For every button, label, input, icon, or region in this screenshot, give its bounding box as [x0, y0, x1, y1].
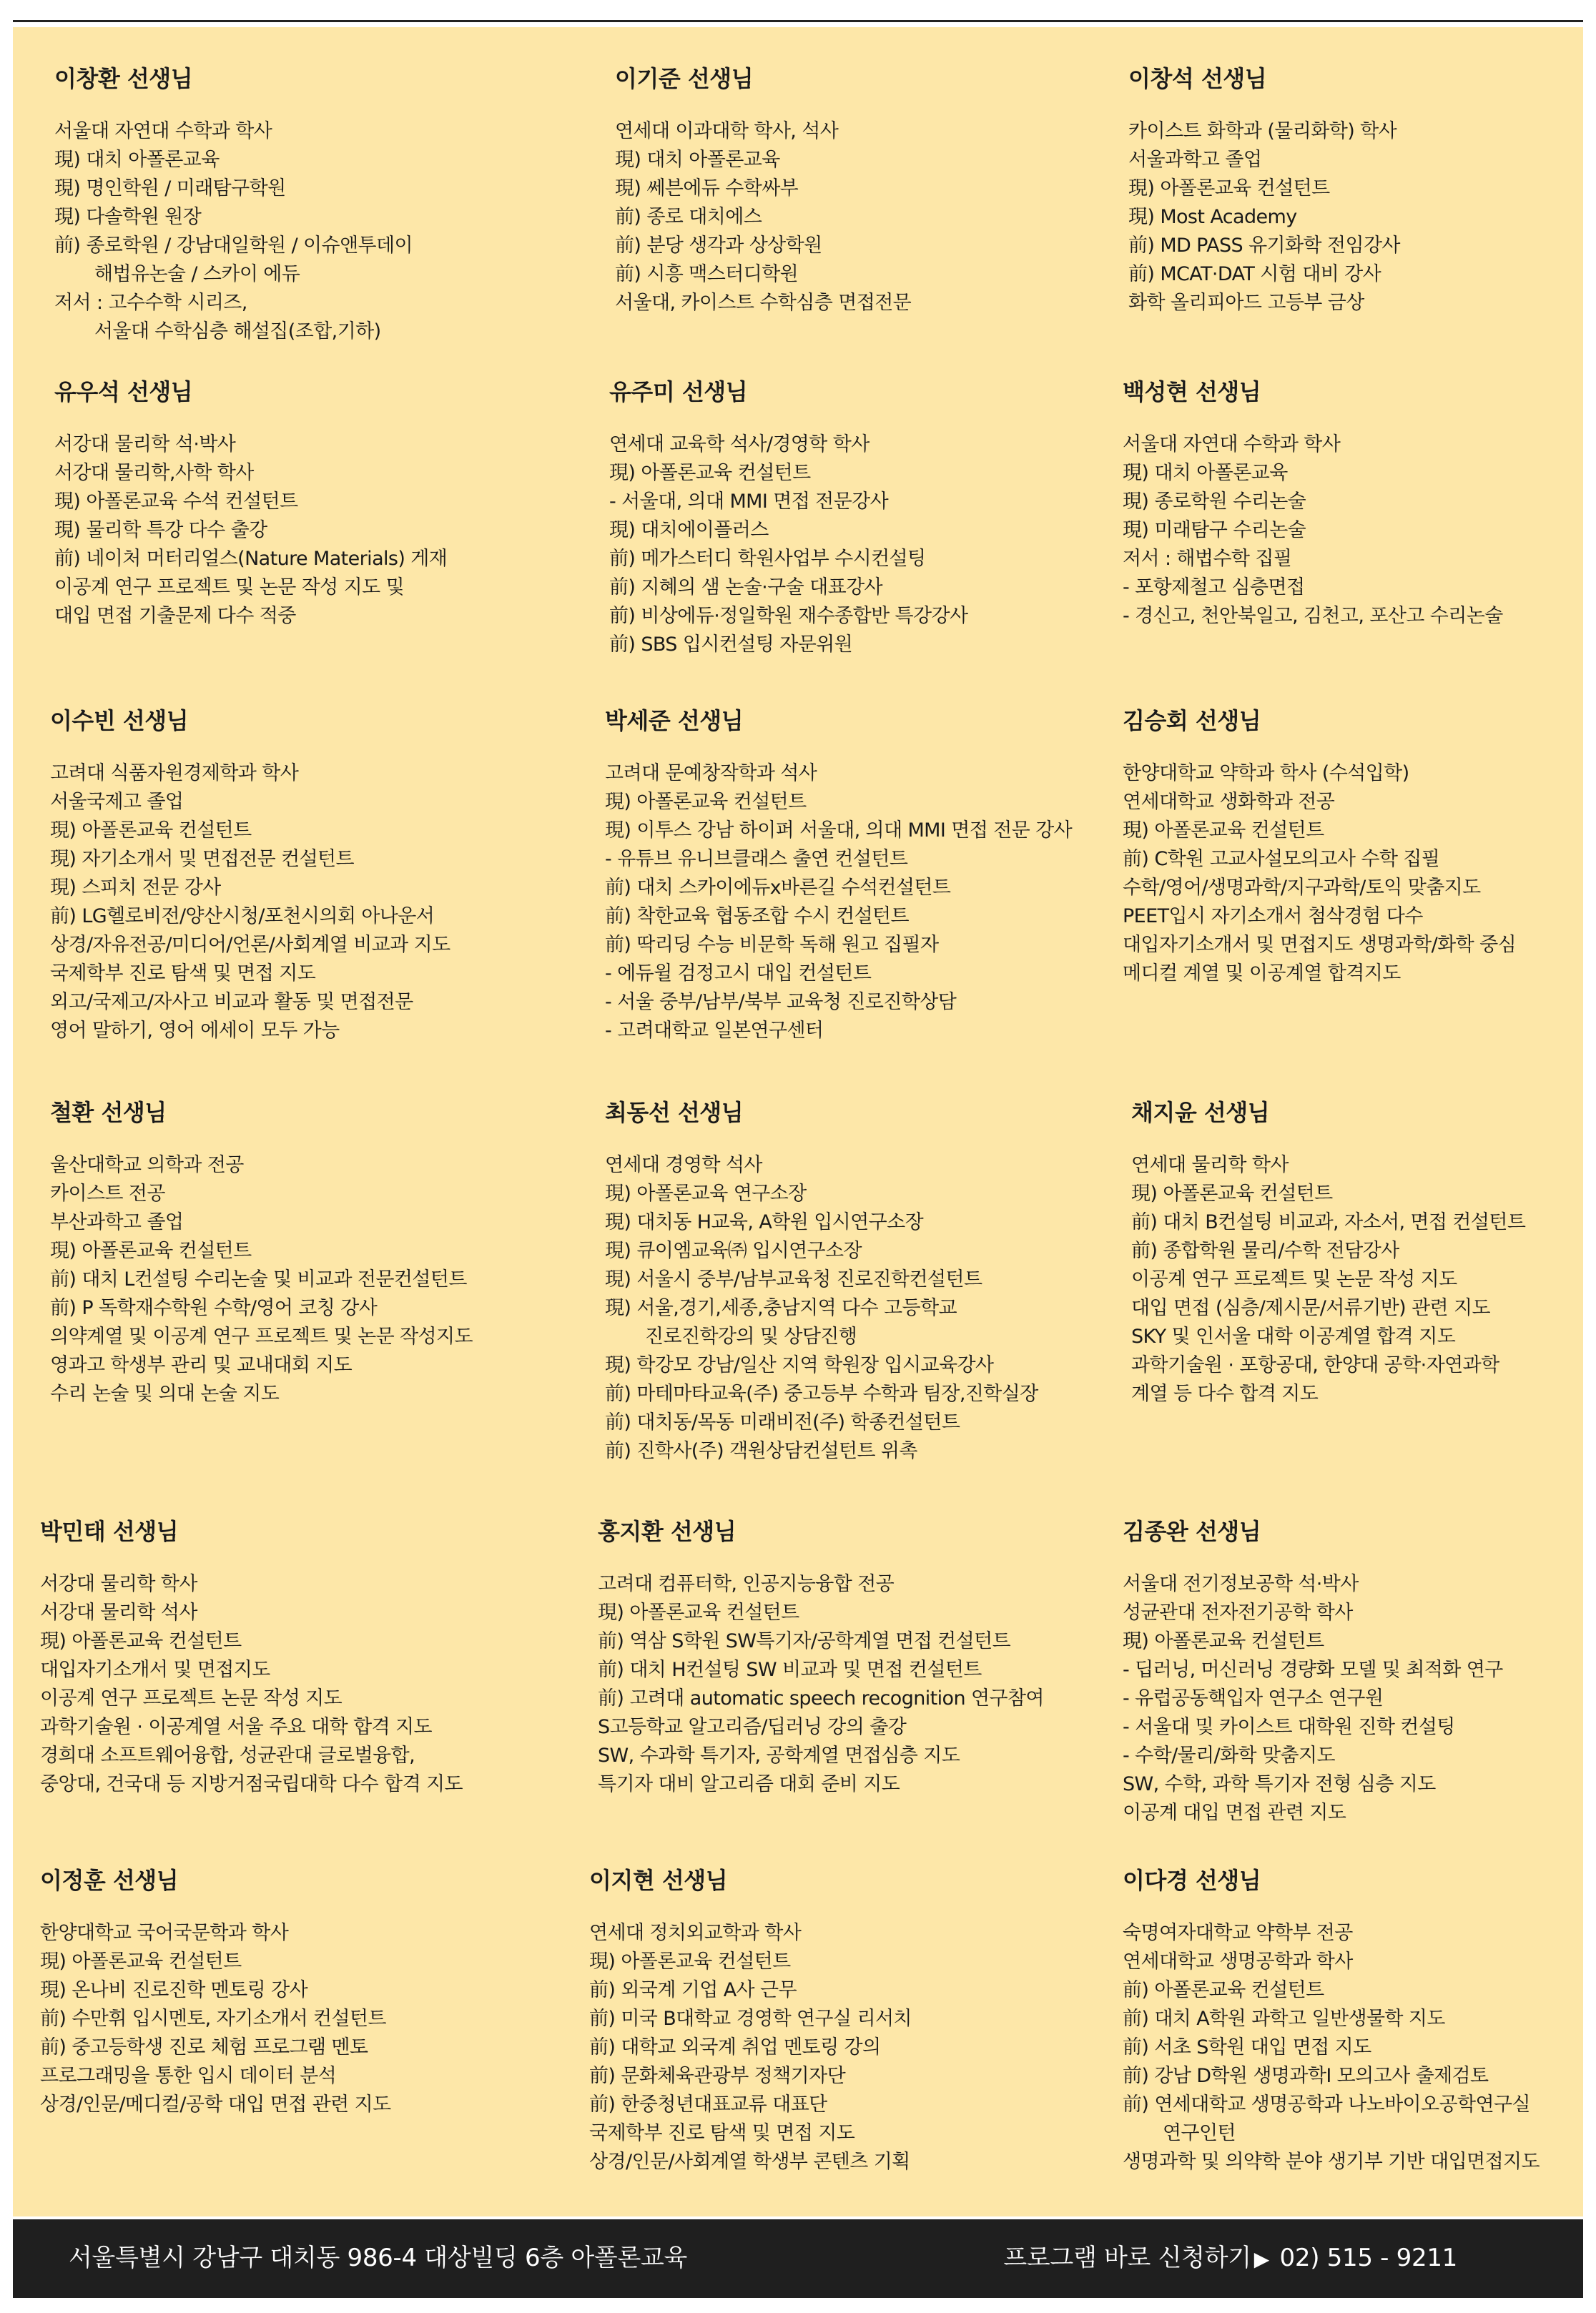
teacher-name: 이다경 선생님 — [1123, 1867, 1261, 1894]
teacher-credentials — [1123, 1570, 1596, 1828]
credential-line: 연구인턴 — [1163, 2122, 1236, 2144]
teacher-credentials — [1131, 1151, 1596, 1409]
credential-line: 現) 아폴론교육 수석 컨설턴트 — [54, 490, 298, 513]
credential-line: 前) 딱리딩 수능 비문학 독해 원고 집필자 — [605, 934, 939, 956]
credential-line: 화학 올리피아드 고등부 금상 — [1128, 292, 1364, 314]
teacher-profile — [54, 378, 541, 631]
teacher-name: 홍지환 선생님 — [598, 1518, 737, 1545]
teacher-name: 이창석 선생님 — [1128, 65, 1267, 92]
credential-line: S고등학교 알고리즘/딥러닝 강의 출강 — [598, 1716, 907, 1738]
credential-line: 現) 아폴론교육 컨설턴트 — [589, 1950, 791, 1973]
credential-line: 現) 아폴론교육 컨설턴트 — [1128, 177, 1330, 199]
credential-line: 前) 시흥 맥스터디학원 — [615, 263, 799, 285]
teacher-profile — [54, 64, 541, 346]
teacher-name: 이수빈 선생님 — [50, 707, 189, 734]
credential-line: 울산대학교 의학과 전공 — [50, 1154, 244, 1176]
credential-line: 現) 서울시 중부/남부교육청 진로진학컨설턴트 — [605, 1268, 982, 1291]
credential-line: 現) 아폴론교육 컨설턴트 — [50, 1240, 252, 1262]
teacher-name: 유우석 선생님 — [54, 378, 193, 405]
teacher-name: 박세준 선생님 — [605, 707, 744, 734]
teacher-credentials — [1128, 117, 1596, 317]
credential-line: 現) 아폴론교육 컨설턴트 — [609, 462, 811, 484]
teacher-credentials — [598, 1570, 1084, 1799]
teacher-profile — [50, 706, 536, 1045]
credential-line: 現) 스피치 전문 강사 — [50, 877, 221, 899]
credential-line: 상경/자유전공/미디어/언론/사회계열 비교과 지도 — [50, 934, 450, 956]
phone-number: 02) 515 - 9211 — [1279, 2244, 1457, 2272]
teacher-name: 이지현 선생님 — [589, 1867, 728, 1894]
teacher-name: 박민태 선생님 — [40, 1518, 179, 1545]
credential-line: 前) LG헬로비전/양산시청/포천시의회 아나운서 — [50, 905, 435, 927]
credential-line: 現) 대치 아폴론교육 — [1123, 462, 1288, 484]
credential-line: 前) 한중청년대표교류 대표단 — [589, 2093, 827, 2116]
teacher-name: 최동선 선생님 — [605, 1099, 744, 1126]
teacher-profile — [1131, 1098, 1596, 1409]
credential-line: 現) Most Academy — [1128, 206, 1297, 228]
teacher-credentials — [605, 759, 1091, 1045]
credential-line: 고려대 컴퓨터학, 인공지능융합 전공 — [598, 1573, 895, 1595]
credential-line: 서울과학고 졸업 — [1128, 149, 1262, 171]
credential-line: 저서 : 고수수학 시리즈, — [54, 292, 247, 314]
credential-line: 해법유논술 / 스카이 에듀 — [94, 263, 300, 285]
credential-line: 국제학부 진로 탐색 및 면접 지도 — [589, 2122, 855, 2144]
teacher-profile — [1123, 1866, 1596, 2176]
credential-line: 現) 아폴론교육 컨설턴트 — [40, 1950, 242, 1973]
credential-line: 영어 말하기, 영어 에세이 모두 가능 — [50, 1020, 340, 1042]
credential-line: - 경신고, 천안북일고, 김천고, 포산고 수리논술 — [1123, 605, 1503, 627]
credential-line: SW, 수학, 과학 특기자 전형 심층 지도 — [1123, 1773, 1436, 1795]
footer-bar — [13, 2219, 1583, 2298]
credential-line: 現) 대치에이플러스 — [609, 519, 769, 541]
teacher-credentials — [40, 1919, 526, 2119]
credential-line: 前) 대치 스카이에듀x바른길 수석컨설턴트 — [605, 877, 951, 899]
credential-line: 前) SBS 입시컨설팅 자문위원 — [609, 633, 853, 656]
credential-line: 서울대 전기정보공학 석·박사 — [1123, 1573, 1359, 1595]
credential-line: 상경/인문/사회계열 학생부 콘텐츠 기획 — [589, 2151, 910, 2173]
credential-line: 前) 대치 H컨설팅 SW 비교과 및 면접 컨설턴트 — [598, 1659, 982, 1681]
teacher-credentials — [609, 430, 1095, 659]
credential-line: 現) 아폴론교육 컨설턴트 — [598, 1602, 799, 1624]
credential-line: 연세대학교 생명공학과 학사 — [1123, 1950, 1353, 1973]
credential-line: 이공계 연구 프로젝트 및 논문 작성 지도 및 — [54, 576, 405, 598]
credential-line: 前) 아폴론교육 컨설턴트 — [1123, 1979, 1324, 2001]
credential-line: 한양대학교 국어국문학과 학사 — [40, 1922, 289, 1944]
credential-line: 現) 미래탐구 수리논술 — [1123, 519, 1306, 541]
credential-line: - 에듀윌 검정고시 대입 컨설턴트 — [605, 962, 872, 985]
credential-line: 이공계 연구 프로젝트 논문 작성 지도 — [40, 1687, 343, 1710]
teacher-profile — [40, 1517, 526, 1799]
credential-line: 이공계 연구 프로젝트 및 논문 작성 지도 — [1131, 1268, 1457, 1291]
credential-line: 고려대 식품자원경제학과 학사 — [50, 762, 299, 784]
credential-line: 상경/인문/메디컬/공학 대입 면접 관련 지도 — [40, 2093, 391, 2116]
teacher-name: 김종완 선생님 — [1123, 1518, 1261, 1545]
credential-line: 서강대 물리학 석사 — [40, 1602, 197, 1624]
apply-label: 프로그램 바로 신청하기 — [1003, 2244, 1251, 2272]
teacher-credentials — [1123, 759, 1596, 988]
credential-line: 現) 큐이엠교육㈜ 입시연구소장 — [605, 1240, 862, 1262]
credential-line: SW, 수과학 특기자, 공학계열 면접심층 지도 — [598, 1745, 960, 1767]
teacher-profile — [609, 378, 1095, 659]
credential-line: 서강대 물리학 석·박사 — [54, 433, 236, 455]
credential-line: - 서울 중부/남부/북부 교육청 진로진학상담 — [605, 991, 957, 1013]
credential-line: 前) MCAT·DAT 시험 대비 강사 — [1128, 263, 1381, 285]
credential-line: - 서울대, 의대 MMI 면접 전문강사 — [609, 490, 889, 513]
credential-line: 前) 대치동/목동 미래비전(주) 학종컨설턴트 — [605, 1411, 960, 1434]
credential-line: 前) 대치 L컨설팅 수리논술 및 비교과 전문컨설턴트 — [50, 1268, 467, 1291]
credential-line: 대입 면접 (심층/제시문/서류기반) 관련 지도 — [1131, 1297, 1490, 1319]
credential-line: 서울대 수학심층 해설집(조합,기하) — [94, 320, 381, 342]
teacher-credentials — [50, 759, 536, 1045]
credential-line: - 고려대학교 일본연구센터 — [605, 1020, 824, 1042]
credential-line: 現) 아폴론교육 연구소장 — [605, 1183, 807, 1205]
teacher-name: 이창환 선생님 — [54, 65, 193, 92]
credential-line: - 유럽공동핵입자 연구소 연구원 — [1123, 1687, 1384, 1710]
credential-line: 의약계열 및 이공계 연구 프로젝트 및 논문 작성지도 — [50, 1326, 473, 1348]
credential-line: 영과고 학생부 관리 및 교내대회 지도 — [50, 1354, 353, 1376]
credential-line: 서강대 물리학,사학 학사 — [54, 462, 254, 484]
credential-line: 前) 연세대학교 생명공학과 나노바이오공학연구실 — [1123, 2093, 1530, 2116]
credential-line: 한양대학교 약학과 학사 (수석입학) — [1123, 762, 1409, 784]
credential-line: 수학/영어/생명과학/지구과학/토익 맞춤지도 — [1123, 877, 1481, 899]
footer-address: 서울특별시 강남구 대치동 986-4 대상빌딩 6층 아폴론교육 — [69, 2244, 688, 2272]
credential-line: 現) 서울,경기,세종,충남지역 다수 고등학교 — [605, 1297, 957, 1319]
credential-line: 現) 이투스 강남 하이퍼 서울대, 의대 MMI 면접 전문 강사 — [605, 819, 1073, 842]
credential-line: 前) 종합학원 물리/수학 전담강사 — [1131, 1240, 1399, 1262]
credential-line: 前) 역삼 S학원 SW특기자/공학계열 면접 컨설턴트 — [598, 1630, 1011, 1652]
credential-line: 現) 명인학원 / 미래탐구학원 — [54, 177, 286, 199]
credential-line: 대입자기소개서 및 면접지도 생명과학/화학 중심 — [1123, 934, 1517, 956]
teacher-name: 이정훈 선생님 — [40, 1867, 179, 1894]
teacher-credentials — [40, 1570, 526, 1799]
credential-line: 고려대 문예창작학과 석사 — [605, 762, 817, 784]
credential-line: 前) 외국계 기업 A사 근무 — [589, 1979, 797, 2001]
credential-line: 저서 : 해법수학 집필 — [1123, 548, 1292, 570]
apply-link[interactable] — [1003, 2242, 1457, 2275]
credential-line: 前) 지혜의 샘 논술·구술 대표강사 — [609, 576, 883, 598]
teacher-credentials — [54, 430, 541, 631]
credential-line: 국제학부 진로 탐색 및 면접 지도 — [50, 962, 316, 985]
credential-line: - 포항제철고 심층면접 — [1123, 576, 1305, 598]
teacher-profile — [598, 1517, 1084, 1799]
credential-line: 前) C학원 고교사설모의고사 수학 집필 — [1123, 848, 1440, 870]
teacher-name: 유주미 선생님 — [609, 378, 748, 405]
credential-line: 연세대 이과대학 학사, 석사 — [615, 120, 839, 142]
teacher-profile — [615, 64, 1101, 317]
teacher-profile — [1128, 64, 1596, 317]
credential-line: 서울대, 카이스트 수학심층 면접전문 — [615, 292, 912, 314]
credential-line: 前) MD PASS 유기화학 전임강사 — [1128, 235, 1400, 257]
credential-line: - 유튜브 유니브클래스 출연 컨설턴트 — [605, 848, 908, 870]
credential-line: 연세대 교육학 석사/경영학 학사 — [609, 433, 870, 455]
credential-line: 現) 아폴론교육 컨설턴트 — [1131, 1183, 1333, 1205]
credential-line: 前) 서초 S학원 대입 면접 지도 — [1123, 2036, 1371, 2058]
teacher-credentials — [1123, 430, 1596, 631]
credential-line: 現) 아폴론교육 컨설턴트 — [1123, 1630, 1324, 1652]
teacher-name: 김승회 선생님 — [1123, 707, 1261, 734]
credential-line: 現) 대치동 H교육, A학원 입시연구소장 — [605, 1211, 924, 1233]
credential-line: 숙명여자대학교 약학부 전공 — [1123, 1922, 1353, 1944]
teacher-name: 이기준 선생님 — [615, 65, 754, 92]
credential-line: 외고/국제고/자사고 비교과 활동 및 면접전문 — [50, 991, 413, 1013]
credential-line: 前) 착한교육 협동조합 수시 컨설턴트 — [605, 905, 910, 927]
credential-line: 연세대 물리학 학사 — [1131, 1154, 1289, 1176]
teacher-profile — [50, 1098, 536, 1409]
credential-line: SKY 및 인서울 대학 이공계열 합격 지도 — [1131, 1326, 1456, 1348]
teacher-credentials — [50, 1151, 536, 1409]
teacher-profile — [589, 1866, 1075, 2176]
credential-line: 과학기술원 · 포항공대, 한양대 공학·자연과학 — [1131, 1354, 1499, 1376]
credential-line: 카이스트 전공 — [50, 1183, 165, 1205]
credential-line: 現) 대치 아폴론교육 — [615, 149, 780, 171]
credential-line: 메디컬 계열 및 이공계열 합격지도 — [1123, 962, 1401, 985]
credential-line: 부산과학고 졸업 — [50, 1211, 184, 1233]
credential-line: 대입자기소개서 및 면접지도 — [40, 1659, 270, 1681]
teacher-profile — [1123, 1517, 1596, 1828]
credential-line: 前) 종로학원 / 강남대일학원 / 이슈앤투데이 — [54, 235, 413, 257]
credential-line: 프로그래밍을 통한 입시 데이터 분석 — [40, 2065, 337, 2087]
credential-line: 前) 네이처 머터리얼스(Nature Materials) 게재 — [54, 548, 448, 570]
credential-line: 성균관대 전자전기공학 학사 — [1123, 1602, 1353, 1624]
credential-line: 특기자 대비 알고리즘 대회 준비 지도 — [598, 1773, 900, 1795]
credential-line: - 딥러닝, 머신러닝 경량화 모델 및 최적화 연구 — [1123, 1659, 1503, 1681]
credential-line: 수리 논술 및 의대 논술 지도 — [50, 1383, 280, 1405]
credential-line: 연세대학교 생화학과 전공 — [1123, 791, 1335, 813]
credential-line: 생명과학 및 의약학 분야 생기부 기반 대입면접지도 — [1123, 2151, 1540, 2173]
credential-line: 前) 마테마타교육(주) 중고등부 수학과 팀장,진학실장 — [605, 1383, 1038, 1405]
credential-line: 서울대 자연대 수학과 학사 — [1123, 433, 1341, 455]
credential-line: 前) 메가스터디 학원사업부 수시컨설팅 — [609, 548, 926, 570]
credential-line: 前) 미국 B대학교 경영학 연구실 리서치 — [589, 2008, 912, 2030]
teacher-name: 백성현 선생님 — [1123, 378, 1261, 405]
credential-line: 前) 수만휘 입시멘토, 자기소개서 컨설턴트 — [40, 2008, 386, 2030]
credential-line: 서울국제고 졸업 — [50, 791, 184, 813]
credential-line: 現) 자기소개서 및 면접전문 컨설턴트 — [50, 848, 355, 870]
credential-line: 과학기술원 · 이공계열 서울 주요 대학 합격 지도 — [40, 1716, 433, 1738]
credential-line: 現) 온나비 진로진학 멘토링 강사 — [40, 1979, 308, 2001]
top-divider — [13, 20, 1583, 22]
credential-line: 前) 대학교 외국계 취업 멘토링 강의 — [589, 2036, 881, 2058]
teacher-name: 채지윤 선생님 — [1131, 1099, 1270, 1126]
teacher-profile — [605, 706, 1091, 1045]
credential-line: 現) 물리학 특강 다수 출강 — [54, 519, 267, 541]
teacher-credentials — [589, 1919, 1075, 2176]
teacher-credentials — [605, 1151, 1091, 1466]
credential-line: 前) 진학사(주) 객원상담컨설턴트 위촉 — [605, 1440, 917, 1462]
teacher-profile — [605, 1098, 1091, 1466]
credential-line: 現) 아폴론교육 컨설턴트 — [50, 819, 252, 842]
credential-line: 現) 다솔학원 원장 — [54, 206, 202, 228]
teacher-profile — [1123, 706, 1596, 988]
credential-line: 現) 학강모 강남/일산 지역 학원장 입시교육강사 — [605, 1354, 994, 1376]
teacher-name: 철환 선생님 — [50, 1099, 167, 1126]
credential-line: 이공계 대입 면접 관련 지도 — [1123, 1802, 1346, 1824]
credential-line: 前) P 독학재수학원 수학/영어 코칭 강사 — [50, 1297, 378, 1319]
credential-line: 現) 아폴론교육 컨설턴트 — [605, 791, 807, 813]
play-arrow-icon: ▶ — [1253, 2247, 1270, 2271]
credential-line: 연세대 경영학 석사 — [605, 1154, 762, 1176]
credential-line: 現) 아폴론교육 컨설턴트 — [1123, 819, 1324, 842]
credential-line: PEET입시 자기소개서 첨삭경험 다수 — [1123, 905, 1423, 927]
credential-line: 前) 고려대 automatic speech recognition 연구참여 — [598, 1687, 1044, 1710]
credential-line: 現) 쎄븐에듀 수학싸부 — [615, 177, 799, 199]
credential-line: 前) 문화체육관광부 정책기자단 — [589, 2065, 846, 2087]
credential-line: 前) 대치 A학원 과학고 일반생물학 지도 — [1123, 2008, 1445, 2030]
credential-line: 前) 강남 D학원 생명과학I 모의고사 출제검토 — [1123, 2065, 1489, 2087]
credential-line: - 수학/물리/화학 맞춤지도 — [1123, 1745, 1335, 1767]
credential-line: - 서울대 및 카이스트 대학원 진학 컨설팅 — [1123, 1716, 1455, 1738]
credential-line: 진로진학강의 및 상담진행 — [645, 1326, 857, 1348]
teacher-credentials — [1123, 1919, 1596, 2176]
credential-line: 대입 면접 기출문제 다수 적중 — [54, 605, 296, 627]
credential-line: 연세대 정치외교학과 학사 — [589, 1922, 802, 1944]
credential-line: 서울대 자연대 수학과 학사 — [54, 120, 272, 142]
credential-line: 現) 종로학원 수리논술 — [1123, 490, 1306, 513]
teacher-panel — [13, 27, 1583, 2216]
credential-line: 계열 등 다수 합격 지도 — [1131, 1383, 1319, 1405]
teacher-credentials — [615, 117, 1101, 317]
credential-line: 前) 종로 대치에스 — [615, 206, 762, 228]
teacher-profile — [1123, 378, 1596, 631]
credential-line: 現) 아폴론교육 컨설턴트 — [40, 1630, 242, 1652]
credential-line: 경희대 소프트웨어융합, 성균관대 글로벌융합, — [40, 1745, 415, 1767]
credential-line: 서강대 물리학 학사 — [40, 1573, 197, 1595]
credential-line: 現) 대치 아폴론교육 — [54, 149, 220, 171]
credential-line: 카이스트 화학과 (물리화학) 학사 — [1128, 120, 1397, 142]
credential-line: 前) 대치 B컨설팅 비교과, 자소서, 면접 컨설턴트 — [1131, 1211, 1526, 1233]
credential-line: 중앙대, 건국대 등 지방거점국립대학 다수 합격 지도 — [40, 1773, 463, 1795]
credential-line: 前) 중고등학생 진로 체험 프로그램 멘토 — [40, 2036, 368, 2058]
teacher-credentials — [54, 117, 541, 346]
credential-line: 前) 분당 생각과 상상학원 — [615, 235, 822, 257]
credential-line: 前) 비상에듀·정일학원 재수종합반 특강강사 — [609, 605, 968, 627]
teacher-profile — [40, 1866, 526, 2119]
